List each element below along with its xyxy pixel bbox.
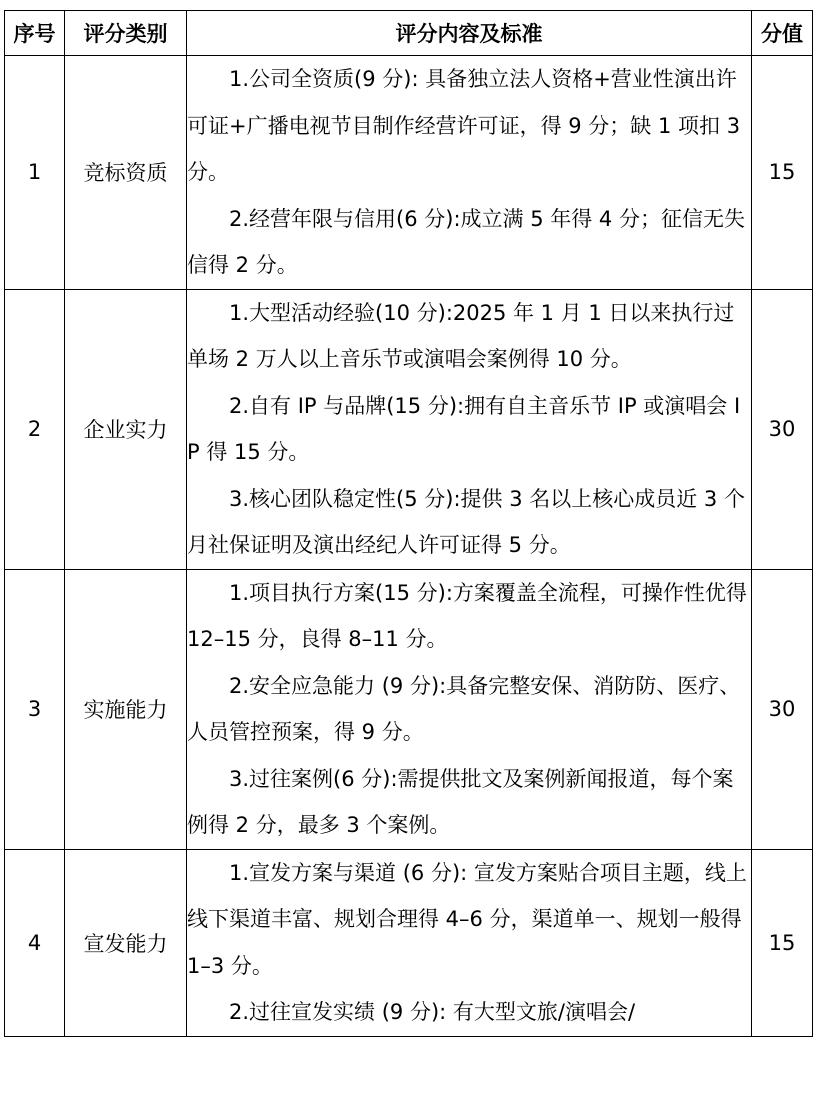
row-score: 30 — [752, 569, 813, 849]
table-row — [5, 289, 813, 569]
row-category: 企业实力 — [65, 289, 187, 569]
row-no: 3 — [5, 569, 65, 849]
row-score: 30 — [752, 289, 813, 569]
criterion-item: 2.过往宣发实绩 (9 分): 有大型文旅/演唱会/ — [229, 1000, 636, 1024]
criterion-item: 1.公司全资质(9 分): 具备独立法人资格+营业性演出许可证+广播电视节目制作经营许可证，得 9 分；缺 1 项扣 3 分。 — [187, 67, 741, 184]
row-no: 4 — [5, 849, 65, 1036]
row-score: 15 — [752, 56, 813, 290]
row-category: 实施能力 — [65, 569, 187, 849]
criterion-item: 1.宣发方案与渠道 (6 分): 宣发方案贴合项目主题，线上线下渠道丰富、规划合理得 4–6 分，渠道单一、规划一般得 1–3 分。 — [187, 860, 747, 978]
header-category: 评分类别 — [65, 11, 187, 56]
row-content — [187, 849, 752, 1036]
row-category: 竞标资质 — [65, 56, 187, 290]
header-score: 分值 — [752, 11, 813, 56]
row-no: 1 — [5, 56, 65, 290]
table-row — [5, 569, 813, 849]
row-score: 15 — [752, 849, 813, 1036]
criterion-item: 2.经营年限与信用(6 分):成立满 5 年得 4 分；征信无失信得 2 分。 — [187, 206, 745, 277]
criterion-item: 3.过往案例(6 分):需提供批文及案例新闻报道，每个案例得 2 分，最多 3 个案例。 — [187, 766, 734, 837]
row-category: 宣发能力 — [65, 849, 187, 1036]
row-content — [187, 289, 752, 569]
criterion-item: 1.项目执行方案(15 分):方案覆盖全流程，可操作性优得 12–15 分，良得 8–11 分。 — [187, 580, 747, 651]
row-content — [187, 569, 752, 849]
row-content — [187, 56, 752, 290]
scoring-table — [4, 10, 813, 1037]
row-no: 2 — [5, 289, 65, 569]
header-row — [5, 11, 813, 56]
header-no: 序号 — [5, 11, 65, 56]
criterion-item: 2.安全应急能力 (9 分):具备完整安保、消防防、医疗、人员管控预案，得 9 分。 — [187, 673, 741, 744]
criterion-item: 3.核心团队稳定性(5 分):提供 3 名以上核心成员近 3 个月社保证明及演出经纪人许可证得 5 分。 — [187, 486, 745, 557]
table-row — [5, 849, 813, 1036]
criterion-item: 1.大型活动经验(10 分):2025 年 1 月 1 日以来执行过单场 2 万人以上音乐节或演唱会案例得 10 分。 — [187, 300, 735, 371]
header-content: 评分内容及标准 — [187, 11, 752, 56]
table-row — [5, 56, 813, 290]
criterion-item: 2.自有 IP 与品牌(15 分):拥有自主音乐节 IP 或演唱会 IP 得 15 分。 — [187, 393, 741, 464]
